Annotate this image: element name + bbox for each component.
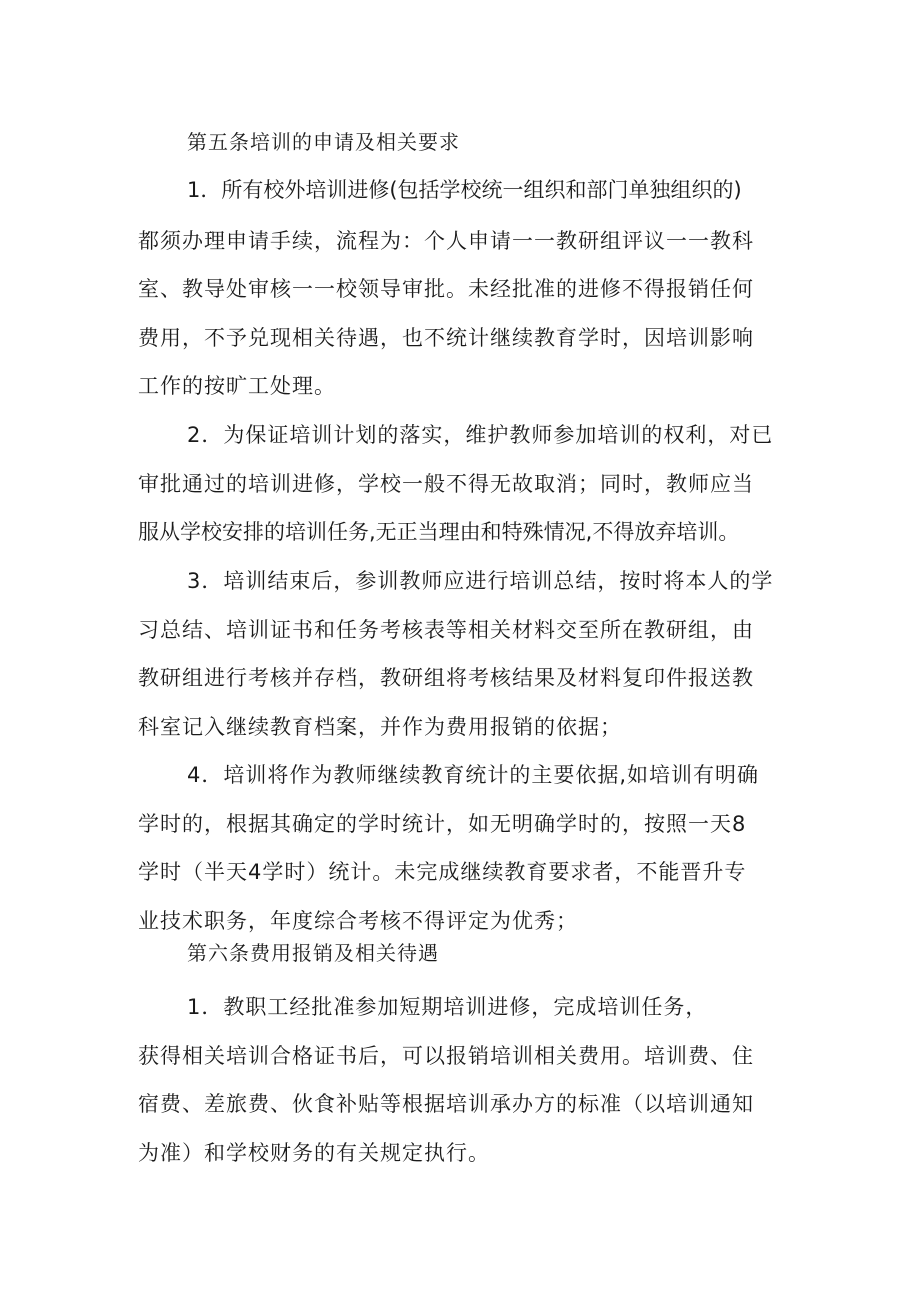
section6-item1-line4: 为准）和学校财务的有关规定执行。 [138, 1141, 490, 1165]
section6-heading: 第六条费用报销及相关待遇 [187, 941, 439, 965]
section5-heading: 第五条培训的申请及相关要求 [187, 130, 460, 154]
section5-item1-line1: 1．所有校外培训进修(包括学校统一组织和部门单独组织的) [187, 178, 742, 202]
section5-item3-line1: 3．培训结束后，参训教师应进行培训总结，按时将本人的学 [187, 569, 774, 593]
section6-item1-line3: 宿费、差旅费、伙食补贴等根据培训承办方的标准（以培训通知 [138, 1092, 754, 1116]
section5-item2-line3: 服从学校安排的培训任务,无正当理由和特殊情况,不得放弃培训。 [138, 520, 740, 544]
section5-item1-line5: 工作的按旷工处理。 [138, 374, 336, 398]
section5-item1-line3: 室、教导处审核一一校领导审批。未经批准的进修不得报销任何 [138, 277, 754, 301]
section5-item3-line3: 教研组进行考核并存档，教研组将考核结果及材料复印件报送教 [138, 666, 754, 690]
section5-item4-line2: 学时的，根据其确定的学时统计，如无明确学时的，按照一天8 [138, 812, 747, 836]
section6-item1-line2: 获得相关培训合格证书后，可以报销培训相关费用。培训费、住 [138, 1044, 754, 1068]
section5-item4-line4: 业技术职务，年度综合考核不得评定为优秀； [138, 909, 578, 933]
section5-item2-line2: 审批通过的培训进修，学校一般不得无故取消；同时，教师应当 [138, 472, 754, 496]
section5-item1-line2: 都须办理申请手续，流程为：个人申请一一教研组评议一一教科 [138, 229, 754, 253]
section5-item4-line1: 4．培训将作为教师继续教育统计的主要依据,如培训有明确 [187, 763, 760, 787]
section5-item4-line3: 学时（半天4学时）统计。未完成继续教育要求者，不能晋升专 [138, 860, 747, 884]
section5-item1-line4: 费用，不予兑现相关待遇，也不统计继续教育学时，因培训影响 [138, 326, 754, 350]
section5-item3-line4: 科室记入继续教育档案，并作为费用报销的依据； [138, 715, 622, 739]
section6-item1-line1: 1．教职工经批准参加短期培训进修，完成培训任务， [187, 995, 708, 1019]
section5-item3-line2: 习总结、培训证书和任务考核表等相关材料交至所在教研组，由 [138, 618, 754, 642]
section5-item2-line1: 2．为保证培训计划的落实，维护教师参加培训的权利，对已 [187, 423, 774, 447]
